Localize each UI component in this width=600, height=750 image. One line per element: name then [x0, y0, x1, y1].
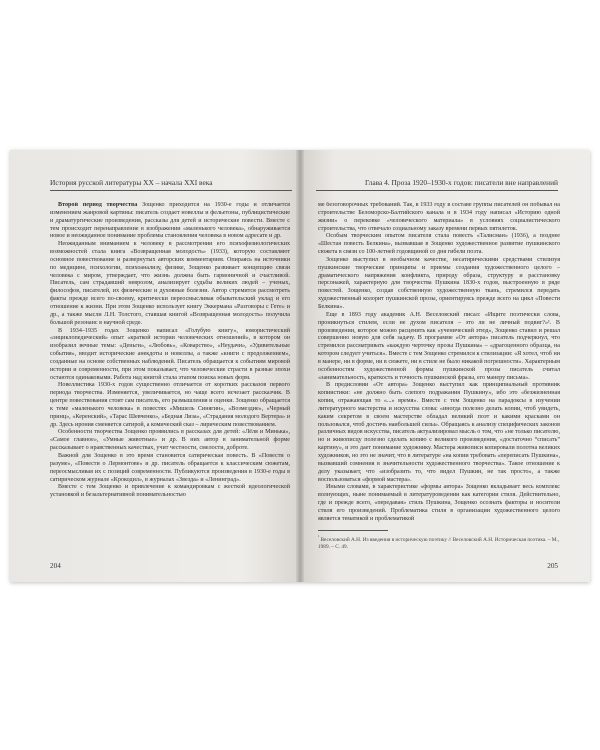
left-page	[10, 150, 300, 582]
paragraph: В предисловии «От автора» Зощенко выступил как принципиальный противник копиистики: «не должно быть слепого подражания Пушкину», ибо это «безжизненная копия, отражающая то «...» время». Вместе с тем Зощенко на парадоксы в изучении литературного мастерства и искусства слова: «иногда полезно делать копии, чтоб увидеть, каким секретом в своем мастерстве обладал великий поэт и какими красками он пользовался, чтоб достичь наибольшей силы». Обращаясь к анализу специфических законов различных видов искусства, писатель актуализировал мысль о том, что «не только писателю, но и живописцу полезно сделать копию с великого произведения, «достаточно “списать” картину», и это дает понимание художнику. Мастера живописи копировали полотна великих художников, но это не значит, что в литературе «на копии требовать «переписать Пушкина», вызвавший сомнения в значительности художественного творчества». Такое отношение к делу указывает, что «изобразить то, что видел Пушкин, не так просто», а также воспользоваться «формой мастера».	[318, 382, 560, 483]
paragraph: Зощенко выступил в необычном качестве, несатирическими средствами стилизуя пушкинские творческие принципы и приемы создания художественного целого – драматического напряжения конфликта, природу образа, структуру и расстановку персонажей, характерную для творчества Пушкина 1830-х годов, выстроенную в ряде повестей. Зощенко, создав собственную художественную ткань, стремился передать художественный колорит пушкинской прозы, ориентируясь прежде всего на цикл «Повести Белкина».	[318, 256, 560, 310]
book-spread	[10, 150, 590, 582]
paragraph: Особенности творчества Зощенко проявились в рассказах для детей: «Лёля и Минька», «Самое главное», «Умные животные» и др. В них автор в занимательной форме рассказывает о нравственных качествах, учит честности, смелости, доброте.	[50, 429, 290, 452]
right-page	[300, 150, 590, 582]
footnote-marker: ¹	[318, 534, 320, 539]
book-gutter	[296, 150, 304, 582]
paragraph: ме безоговорочных требований. Так, в 1933 году в составе группы писателей он побывал на строительстве Беломорско-Балтийского канала и в 1934 году написал «Историю одной жизни» о перековке «человеческого материала» в условиях социалистического строительства, что отвечало социальному заказу времени первых пятилеток.	[318, 202, 560, 232]
left-page-body	[50, 202, 290, 554]
paragraph	[50, 202, 290, 241]
paragraph: Особым творческим опытом писателя стала повесть «Талисман» (1936), а позднее «Шестая повесть Белкина», вызвавшая в Зощенко художественное развитие пушкинского сюжета в связи со 100-летней годовщиной со дня гибели поэта.	[318, 233, 560, 256]
paragraph: Иными словами, в характеристике «формы автора» Зощенко вкладывает весь комплекс волнующих, ныне понимаемый в литературоведении как категории стиля. Действительно, где и прежде всего, «передавая» стиль Пушкина, Зощенко осознать факторы и носители стиля его произведений. Проблематика стиля в организации художественного целого является тематикой и проблематикой	[318, 484, 560, 522]
paragraph: В 1934–1935 годах Зощенко написал «Голубую книгу», юмористический «энциклопедический» опыт «краткой истории человеческих отношений», в котором он изобразил вечные темы: «Деньги», «Любовь», «Коварство», «Неудачи», «Удивительные события», вводит исторические анекдоты и новеллы, а также «книги с продолжением», созданные на основе собственных наблюдений. Писатель обращается к событиям мировой истории и современности, при этом показывает, что человеческие страсти в разные эпохи остаются одинаковыми. Работа над книгой стала этапом поиска новых форм.	[50, 327, 290, 381]
footnote-divider	[318, 530, 388, 531]
right-page-body	[318, 202, 560, 524]
footnote-text: Веселовский А.Н. Из введения в историческую поэтику // Веселовский А.Н. Историческая поэтика. – М., 1989. – С. 49.	[318, 536, 560, 550]
page-number-left: 204	[50, 562, 61, 570]
paragraph: Важной для Зощенко в это время становится сатирическая повесть. В «Повести о разуме», «Повести о Лермонтове» и др. писатель обращается к классическим сюжетам, переосмысливая их с позиций современности. Публикуются произведения в 1930-е годы в сатирическом журнале «Крокодил», в журналах «Звезда» и «Ленинград».	[50, 453, 290, 483]
running-header-left: История русской литературы XX – начала XXI века	[50, 176, 292, 191]
paragraph: Новеллистика 1930-х годов существенно отличается от коротких рассказов первого периода творчества. Изменяется, увеличивается, но чаще всего исчезает рассказчик. В центре повествования стоит сам писатель, его размышления и оценки. Зощенко обращается к теме «маленького человека» в повестях «Мишель Синягин», «Возмездие», «Черный принц», «Керенский», «Тарас Шевченко», «Бедная Лиза», «Страдания молодого Вертера» и др. Здесь ирония сменяется сатирой, а комический сказ – лирическим повествованием.	[50, 382, 290, 428]
paragraph: Еще в 1893 году академик А.Н. Веселовский писал: «Ищите поэтически слова, проникнуться стилем, если не духом писателя – это ли не личный подвиг?»¹. В произведении, которое можно расценить как «ученический этюд», Зощенко ставил и решал совершенно новую для себя задачу. В программе «От автора» писатель подчеркнул, что стремился рассматривать «каждую черточку прозы Пушкина» – «драгоценного образца, на котором следует учиться». Вместе с тем Зощенко стремился к стилизации: «Я хотел, чтоб ни в манере, ни в форме, ни в сюжете, ни в стиле не было никакой погрешности». Характерным особенностям художественной формы пушкинской прозы писатель считал «занимательность, краткость и точность пушкинской фразы, его манеру письма».	[318, 311, 560, 381]
paragraph: Вместе с тем Зощенко и привлечение к командировкам с жесткой идеологической установкой и безальтернативной понимательностью	[50, 484, 290, 499]
paragraph-text: Зощенко приходится на 1930-е годы и отличается изменением жанровой картины: писатель создает новеллы и фельетоны, публицистические и драматургические произведения, рассказы для детей и исторические повести. Вместе с тем происходит перенаправление в изображении «маленького человека», обнаруживается новое и неожиданное понимание проблемы становления человека в новом адресате и др.	[50, 202, 290, 240]
footnote	[318, 533, 560, 551]
section-heading-inline: Второй период творчества	[58, 202, 138, 208]
running-header-right: Глава 4. Проза 1920–1930-х годов: писатели вне направлений	[316, 176, 558, 191]
page-number-right: 205	[547, 562, 558, 570]
paragraph: Неожиданным вниманием к человеку в рассмотрении его психофизиологических возможностей стала книга «Возвращенная молодость» (1933), которую составляют основное повествование и развернутых авторских комментариев. Опираясь на источники по медицине, психологии, психоанализу, физике, Зощенко развивает концепцию связи человека с миром, утверждает, что жизнь должна быть гармоничной и счастливой. Писатель, сам страдавший неврозом, анализирует судьбы великих людей – ученых, философов, писателей, их физические и духовные болезни. Автор стремится рассмотреть факты прежде всего по-своему, критически переосмысливая обывательский уклад и его отношение к жизни. При этом Зощенко использует книгу Эккермана «Разговоры с Гете» и др., а также мысли Л.Н. Толстого, ставшая книгой «Возвращенная молодость» получила большой резонанс в научной среде.	[50, 241, 290, 326]
